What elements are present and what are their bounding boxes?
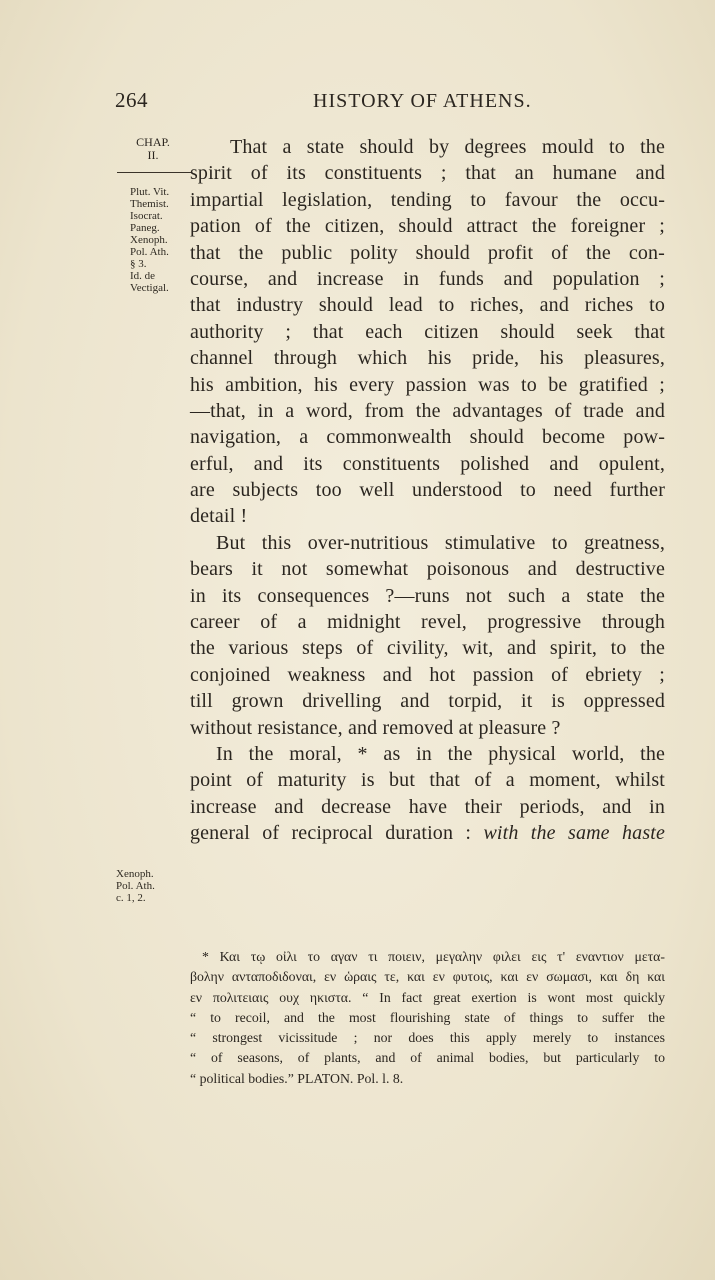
main-text — [190, 134, 665, 847]
text-line: pation of the citizen, should attract the foreigner ; — [190, 215, 665, 238]
text-line: channel through which his pride, his pleasures, — [190, 347, 665, 370]
text-line: authority ; that each citizen should seek that — [190, 320, 665, 343]
margin-note-line: Themist. — [130, 198, 169, 210]
text-line: point of maturity is but that of a moment, whilst — [190, 769, 665, 792]
italic-fragment: with the same haste — [483, 822, 665, 845]
footnote-line: “ strongest vicissitude ; nor does this apply merely to instances — [190, 1030, 665, 1046]
text-line-last — [190, 820, 665, 846]
text-line: till grown drivelling and torpid, it is oppressed — [190, 690, 665, 713]
text-line: course, and increase in funds and population ; — [190, 267, 665, 290]
margin-note-line: Id. de — [130, 270, 156, 282]
footnote — [190, 947, 665, 1089]
text-line: —that, in a word, from the advantages of trade and — [190, 399, 665, 422]
footnote-line: εν πολιτειαις ουχ ηκιστα. “ In fact great exertion is wont most quickly — [190, 989, 665, 1005]
text-line: in its consequences ?—runs not such a state the — [190, 584, 665, 607]
text-line: the various steps of civility, wit, and spirit, to the — [190, 637, 665, 660]
text-line: erful, and its constituents polished and opulent, — [190, 452, 665, 475]
margin-note-line: Isocrat. — [130, 210, 163, 222]
footnote-line: * Και τῳ οἰλι το αγαν τι ποιειν, μεγαλην φιλει εις τ' εναντιον μετα- — [202, 949, 665, 964]
margin-note-line: Xenoph. — [116, 868, 154, 880]
margin-note-xenophon — [116, 868, 155, 904]
text-line: navigation, a commonwealth should become pow- — [190, 426, 665, 449]
running-title: HISTORY OF ATHENS. — [313, 90, 532, 112]
margin-note-line: c. 1, 2. — [116, 892, 146, 904]
text-line: detail ! — [190, 505, 248, 528]
text-line: his ambition, his every passion was to be gratified ; — [190, 373, 665, 396]
text-line: are subjects too well understood to need further — [190, 479, 665, 502]
text-line: In the moral, * as in the physical world, the — [216, 742, 665, 765]
chapter-label-word: CHAP. — [136, 135, 170, 149]
margin-note-line: § 3. — [130, 258, 147, 270]
page-header — [115, 88, 635, 118]
text-line: bears it not somewhat poisonous and destructive — [190, 558, 665, 581]
margin-note-line: Xenoph. — [130, 234, 168, 246]
margin-note-line: Pol. Ath. — [130, 246, 169, 258]
text-line: impartial legislation, tending to favour the occu- — [190, 188, 665, 211]
text-line: career of a midnight revel, progressive through — [190, 611, 665, 634]
margin-note-sources — [130, 186, 169, 294]
footnote-line: βολην ανταποδιδοναι, εν ὡραις τε, και εν φυτοις, και εν σωμασι, και δη και — [190, 969, 665, 985]
text-line: spirit of its constituents ; that an humane and — [190, 162, 665, 185]
chapter-label — [128, 136, 178, 162]
chapter-rule — [117, 172, 192, 173]
text-fragment: general of reciprocal duration : — [190, 822, 484, 845]
margin-note-line: Pol. Ath. — [116, 880, 155, 892]
margin-note-line: Plut. Vit. — [130, 186, 170, 198]
text-line: that industry should lead to riches, and riches to — [190, 294, 665, 317]
text-line: without resistance, and removed at pleasure ? — [190, 716, 561, 739]
text-line: That a state should by degrees mould to the — [230, 136, 665, 158]
page-number: 264 — [115, 88, 148, 112]
text-line: increase and decrease have their periods, and in — [190, 795, 665, 818]
text-line: conjoined weakness and hot passion of ebriety ; — [190, 663, 665, 686]
footnote-line: “ political bodies.” PLATON. Pol. l. 8. — [190, 1070, 404, 1086]
footnote-line: “ of seasons, of plants, and of animal bodies, but particularly to — [190, 1050, 665, 1066]
footnote-line: “ to recoil, and the most flourishing state of things to suffer the — [190, 1009, 665, 1025]
margin-note-line: Vectigal. — [130, 282, 169, 294]
text-line: But this over-nutritious stimulative to greatness, — [216, 531, 665, 554]
text-line: that the public polity should profit of the con- — [190, 241, 665, 264]
chapter-label-number: II. — [147, 148, 159, 162]
margin-note-line: Paneg. — [130, 222, 160, 234]
